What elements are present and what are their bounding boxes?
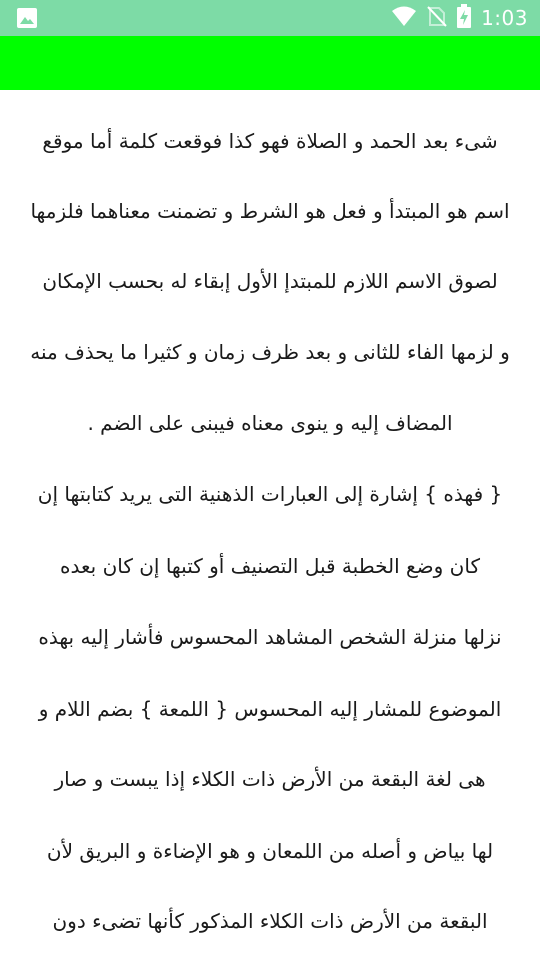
text-line: اسم هو المبتدأ و فعل هو الشرط و تضمنت معناهما فلزمها [30, 199, 510, 223]
text-line: لصوق الاسم اللازم للمبتدإ الأول إبقاء له بحسب الإمكان [42, 269, 498, 293]
text-line: نزلها منزلة الشخص المشاهد المحسوس فأشار إليه بهذه [38, 625, 502, 649]
text-line: شىء بعد الحمد و الصلاة فهو كذا فوقعت كلمة أما موقع [42, 129, 498, 153]
image-icon [16, 7, 38, 29]
text-line: هى لغة البقعة من الأرض ذات الكلاء إذا يبست و صار [54, 767, 486, 791]
status-icons [391, 0, 528, 36]
text-line: المضاف إليه و ينوى معناه فيبنى على الضم . [87, 411, 453, 435]
wifi-icon [391, 5, 417, 31]
app-bar [0, 36, 540, 90]
no-sim-icon [427, 4, 447, 32]
text-line: و لزمها الفاء للثانى و بعد ظرف زمان و كثيرا ما يحذف منه [30, 340, 510, 364]
book-text-content [0, 90, 540, 960]
text-line: كان وضع الخطبة قبل التصنيف أو كتبها إن كان بعده [60, 554, 480, 578]
text-line: { فهذه } إشارة إلى العبارات الذهنية التى يريد كتابتها إن [37, 482, 503, 506]
status-bar [0, 0, 540, 36]
status-time: 1:03 [481, 6, 528, 30]
text-line: البقعة من الأرض ذات الكلاء المذكور كأنها تضىء دون [52, 909, 488, 933]
text-line: الموضوع للمشار إليه المحسوس { اللمعة } بضم اللام و [38, 697, 502, 721]
text-line: لها بياض و أصله من اللمعان و هو الإضاءة و البريق لأن [46, 839, 494, 863]
battery-charging-icon [457, 4, 471, 32]
